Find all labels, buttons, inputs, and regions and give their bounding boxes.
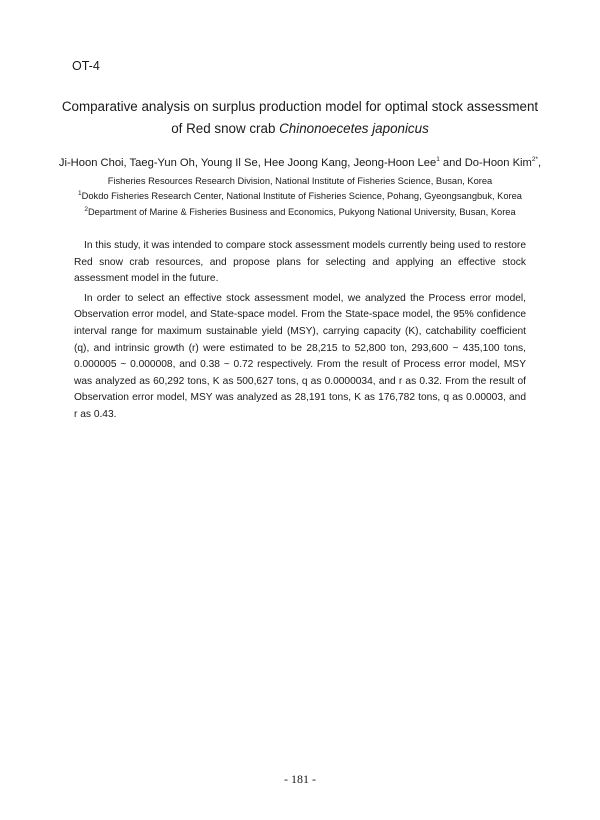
author-affil-mark-2: 2* (531, 156, 539, 163)
species-name: Chinonoecetes japonicus (279, 121, 429, 136)
affiliation-1 (40, 190, 560, 203)
affiliation-mark: 1 (78, 190, 82, 197)
page-number: - 181 - (284, 772, 316, 786)
affiliation-mark: 2 (84, 206, 88, 213)
author-trailing: , (538, 157, 542, 169)
author-list (40, 155, 560, 171)
abstract-body (74, 238, 526, 427)
title-line-2 (60, 118, 540, 140)
author-connector: and Do-Hoon Kim (439, 157, 532, 169)
affiliation-2 (40, 206, 560, 219)
abstract-paragraph: In this study, it was intended to compare stock assessment models currently being used to restore Red snow crab resources, and propose plans for selecting and applying an effective stock assessment model in the future. (74, 240, 526, 285)
abstract-paragraph: In order to select an effective stock assessment model, we analyzed the Process error model, Observation error model, and State-space model. From the State-space model, the 95% confidence interval range for maximum sustainable yield (MSY), carrying capacity (K), catchability coefficient (q), and intrinsic growth (r) were estimated to be 28,215 to 52,800 ton, 293,600 ~ 435,100 tons, 0.000005 ~ 0.000008, and 0.38 ~ 0.72 respectively. From the result of Process error model, MSY was analyzed as 60,292 tons, K as 500,627 tons, q as 0.0000034, and r as 0.32. From the result of Observation error model, MSY was analyzed as 28,191 tons, K as 176,782 tons, q as 0.00003, and r as 0.43. (74, 292, 526, 420)
author-names: Ji-Hoon Choi, Taeg-Yun Oh, Young Il Se, Hee Joong Kang, Jeong-Hoon Lee (58, 157, 437, 169)
affiliation-text: Fisheries Resources Research Division, National Institute of Fisheries Science, Busan, Korea (107, 176, 493, 186)
affiliation-text: Dokdo Fisheries Research Center, National Institute of Fisheries Science, Pohang, Gyeongsangbuk, Korea (81, 191, 522, 201)
author-affil-mark-1: 1 (436, 156, 440, 163)
paper-title (60, 96, 540, 140)
title-line-2-prefix: of Red snow crab (171, 121, 280, 136)
title-line-1: Comparative analysis on surplus production model for optimal stock assessment (61, 99, 539, 114)
session-code: OT-4 (72, 59, 100, 73)
affiliation-0 (40, 175, 560, 188)
affiliation-text: Department of Marine & Fisheries Business and Economics, Pukyong National University, Busan, Korea (87, 207, 516, 217)
